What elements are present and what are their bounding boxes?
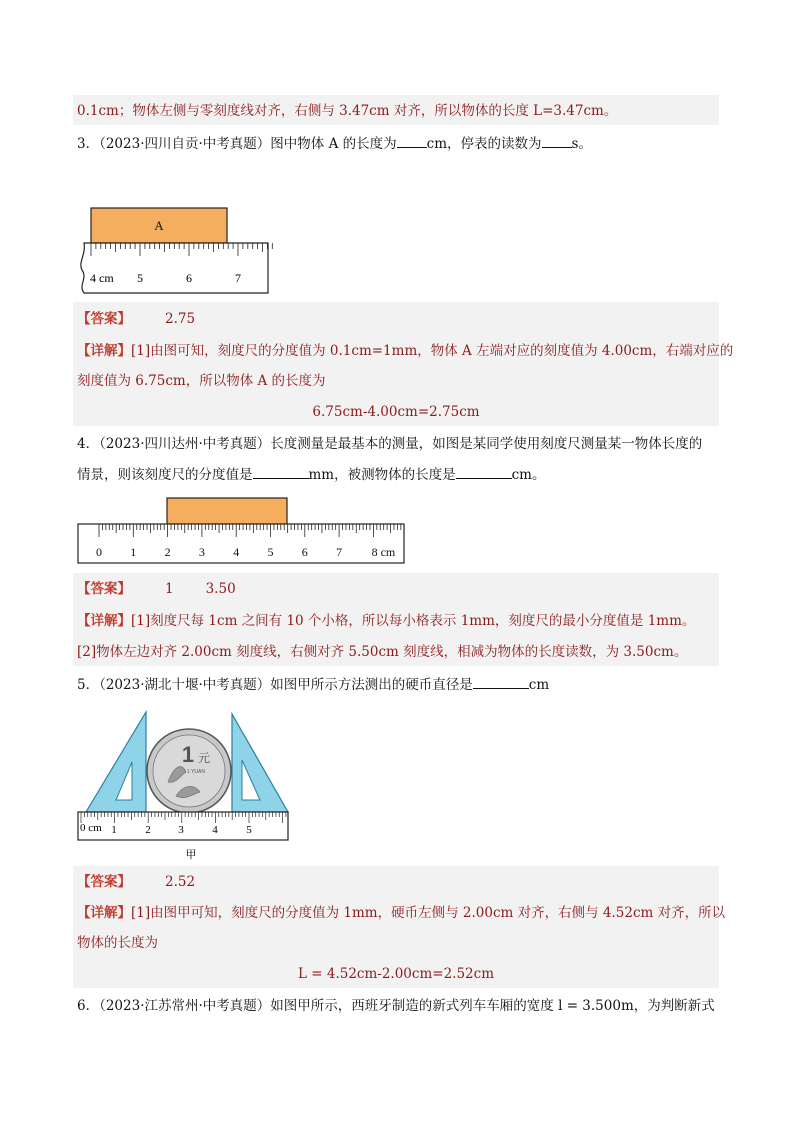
q4-answer xyxy=(77,579,236,599)
tick-label: 4 xyxy=(233,545,240,559)
figure-caption: 甲 xyxy=(185,848,197,861)
tick-label: 2 xyxy=(145,824,151,836)
answer-blank xyxy=(397,133,427,148)
ruler-body xyxy=(78,524,404,563)
detail-tag: 【详解】 xyxy=(77,613,131,629)
q3-answer xyxy=(77,309,195,329)
tick-label: 7 xyxy=(235,271,241,285)
q3-detail-line2: 刻度值为 6.75cm，所以物体 A 的长度为 xyxy=(77,373,326,389)
question-text: cm。 xyxy=(511,467,546,483)
q3-ruler-figure xyxy=(76,200,276,295)
right-set-square xyxy=(232,714,288,812)
question-text: 图中物体 A 的长度为 xyxy=(270,136,397,152)
q5-coin-figure xyxy=(76,710,292,862)
question-3 xyxy=(77,133,592,154)
detail-tag: 【详解】 xyxy=(77,343,131,359)
intro-line: 0.1cm；物体左侧与零刻度线对齐，右侧与 3.47cm 对齐，所以物体的长度 L=3.47cm。 xyxy=(77,103,618,119)
question-source: （2023·湖北十堰·中考真题） xyxy=(99,677,271,693)
tick-label: 1 xyxy=(130,545,137,559)
q4-detail-line1 xyxy=(77,611,695,631)
tick-label: 1 xyxy=(111,824,117,836)
tick-label: 3 xyxy=(178,824,184,836)
answer-tag: 【答案】 xyxy=(77,581,131,597)
detail-tag: 【详解】 xyxy=(77,905,131,921)
tick-label: 7 xyxy=(336,545,343,559)
left-set-square xyxy=(86,712,146,812)
detail-text: [1]由图可知，刻度尺的分度值为 0.1cm=1mm，物体 A 左端对应的刻度值为 4.00cm，右端对应的 xyxy=(131,343,734,359)
q5-detail-line2: 物体的长度为 xyxy=(77,935,158,951)
tick-label: 8 cm xyxy=(371,545,396,559)
tick-label: 4 cm xyxy=(90,271,114,285)
question-text: s。 xyxy=(571,136,592,152)
tick-label: 0 xyxy=(96,545,102,559)
coin-character: 元 xyxy=(197,751,211,765)
q3-formula: 6.75cm-4.00cm=2.75cm xyxy=(312,404,480,420)
answer-blank xyxy=(253,464,309,479)
question-number: 5． xyxy=(77,677,100,693)
answer-value: 3.50 xyxy=(205,581,236,597)
question-number: 6． xyxy=(77,998,100,1014)
q5-answer xyxy=(77,872,195,892)
q5-detail-line1 xyxy=(77,903,725,923)
ruler-body xyxy=(81,243,268,293)
tick-label: 6 xyxy=(301,545,308,559)
tick-label: 5 xyxy=(137,271,143,285)
answer-tag: 【答案】 xyxy=(77,311,131,327)
tick-label: 0 cm xyxy=(80,822,102,834)
tick-label: 6 xyxy=(186,271,192,285)
q4-ruler-figure xyxy=(76,496,408,566)
detail-text: [1]刻度尺每 1cm 之间有 10 个小格，所以每小格表示 1mm，刻度尺的最小分度值是 1mm。 xyxy=(131,613,696,629)
question-5 xyxy=(77,674,549,695)
q5-formula: L = 4.52cm-2.00cm=2.52cm xyxy=(298,966,494,982)
question-source: （2023·江苏常州·中考真题） xyxy=(99,998,271,1014)
tick-label: 3 xyxy=(198,545,205,559)
answer-value: 2.52 xyxy=(165,874,196,890)
question-text: 长度测量是最基本的测量，如图是某同学使用刻度尺测量某一物体长度的 xyxy=(270,436,703,452)
object-a-label: A xyxy=(154,218,164,233)
q4-detail-line2: [2]物体左边对齐 2.00cm 刻度线，右侧对齐 5.50cm 刻度线，相减为物体的长度读数，为 3.50cm。 xyxy=(77,644,688,660)
coin-digit: 1 xyxy=(181,742,195,767)
question-text: 如图甲所示，西班牙制造的新式列车车厢的宽度 l = 3.500m，为判断新式 xyxy=(270,998,715,1014)
answer-value: 2.75 xyxy=(165,311,196,327)
question-text: 情景，则该刻度尺的分度值是 xyxy=(77,467,253,483)
coin-text: 1 YUAN xyxy=(187,769,205,775)
question-text: mm，被测物体的长度是 xyxy=(308,467,456,483)
question-source: （2023·四川达州·中考真题） xyxy=(99,436,271,452)
tick-label: 2 xyxy=(164,545,171,559)
question-number: 3． xyxy=(77,136,100,152)
answer-blank xyxy=(456,464,512,479)
answer-blank xyxy=(542,133,572,148)
tick-label: 5 xyxy=(246,824,252,836)
tick-label: 5 xyxy=(267,545,274,559)
tick-label: 4 xyxy=(212,824,218,836)
question-4-line1 xyxy=(77,434,702,454)
question-text: cm xyxy=(528,677,550,693)
question-source: （2023·四川自贡·中考真题） xyxy=(99,136,271,152)
question-6 xyxy=(77,996,715,1016)
question-text: 如图甲所示方法测出的硬币直径是 xyxy=(270,677,473,693)
question-number: 4． xyxy=(77,436,100,452)
measured-object xyxy=(167,498,287,524)
answer-value: 1 xyxy=(165,581,174,597)
question-text: cm，停表的读数为 xyxy=(426,136,542,152)
answer-blank xyxy=(473,674,529,689)
q3-detail-line1 xyxy=(77,341,733,361)
answer-tag: 【答案】 xyxy=(77,874,131,890)
question-4-line2 xyxy=(77,464,545,485)
detail-text: [1]由图甲可知，刻度尺的分度值为 1mm，硬币左侧与 2.00cm 对齐，右侧与 4.52cm 对齐，所以 xyxy=(131,905,726,921)
